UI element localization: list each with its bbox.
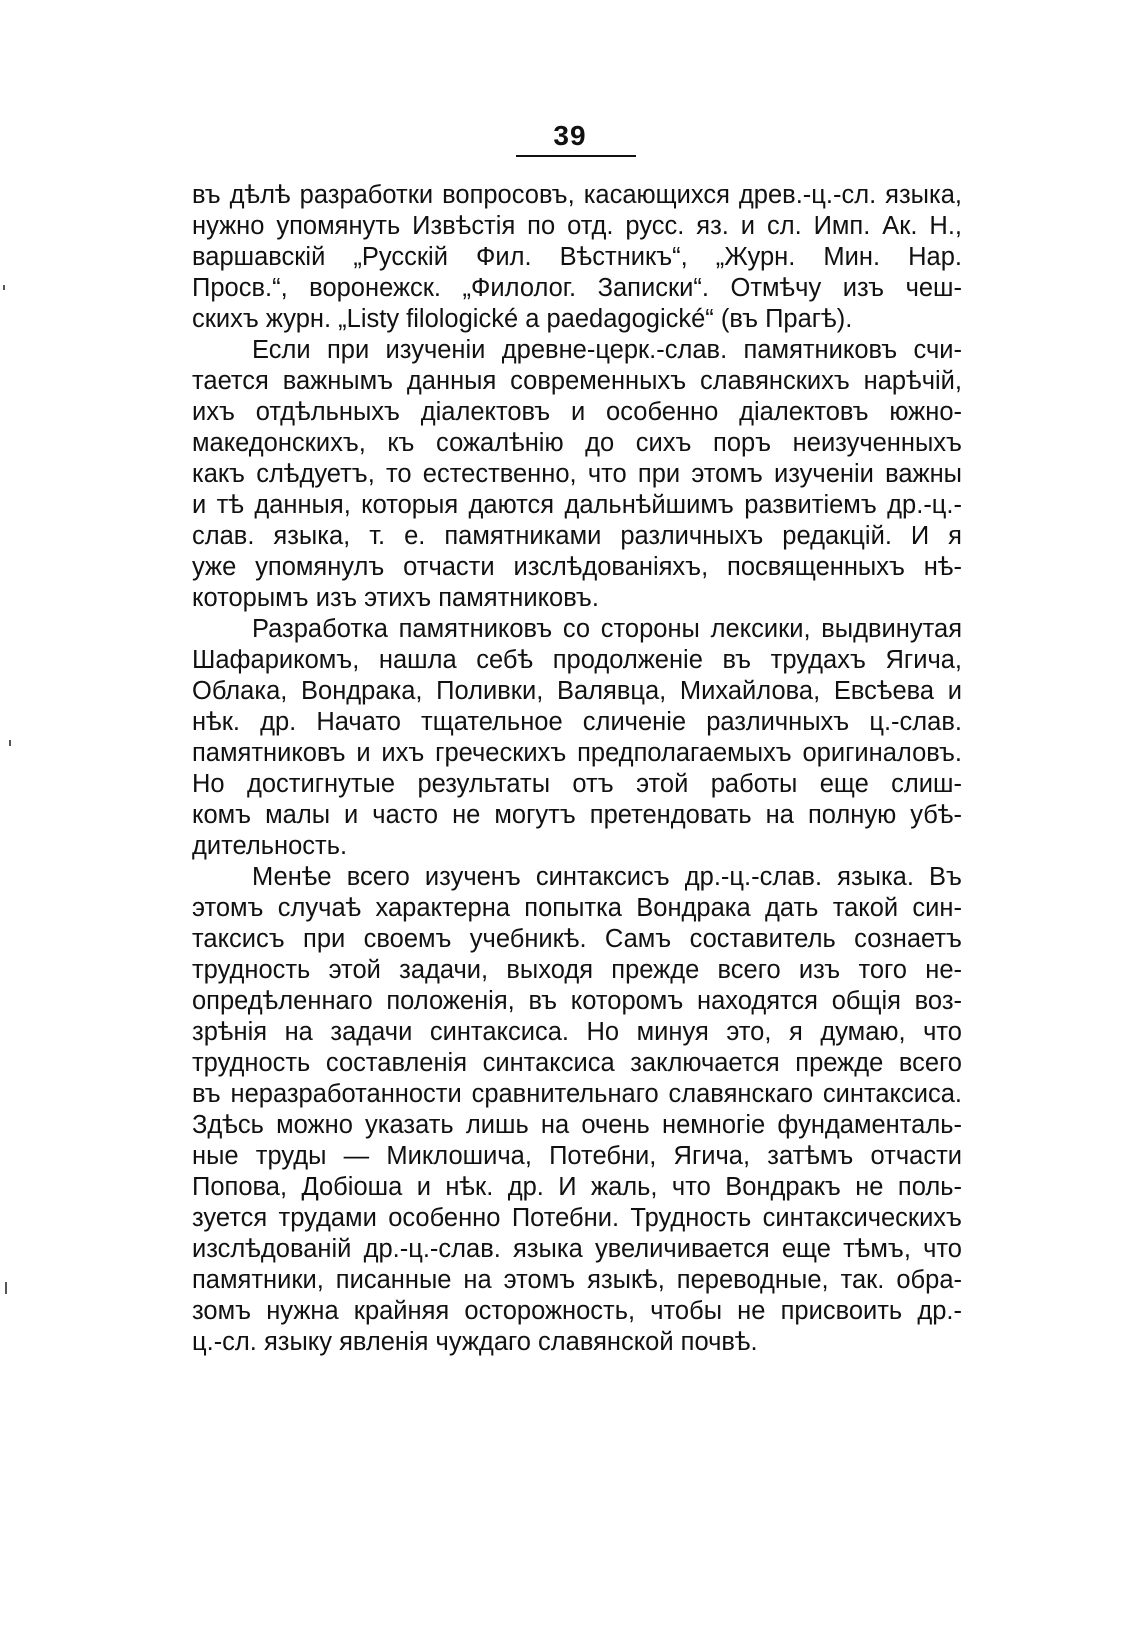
text-line: македонскихъ, къ сожалѣнію до сихъ поръ неизученныхъ xyxy=(192,429,962,457)
text-line: Но достигнутые результаты отъ этой работы еще слиш- xyxy=(192,770,962,798)
text-line: Менѣе всего изученъ синтаксисъ др.-ц.-слав. языка. Въ xyxy=(252,863,962,891)
text-line: памятники, писанные на этомъ языкѣ, переводные, так. обра- xyxy=(192,1266,962,1294)
text-line: комъ малы и часто не могутъ претендовать на полную убѣ- xyxy=(192,801,962,829)
text-line: ц.-сл. языку явленія чуждаго славянской почвѣ. xyxy=(192,1328,758,1356)
text-line: Облака, Вондрака, Поливки, Валявца, Михайлова, Евсѣева и xyxy=(192,677,962,705)
text-line: и тѣ данныя, которыя даются дальнѣйшимъ развитіемъ др.-ц.- xyxy=(192,491,962,519)
text-line: Шафарикомъ, нашла себѣ продолженіе въ трудахъ Ягича, xyxy=(192,646,962,674)
text-line: опредѣленнаго положенія, въ которомъ находятся общія воз- xyxy=(192,987,962,1015)
body-text xyxy=(192,180,962,1358)
text-line: ихъ отдѣльныхъ діалектовъ и особенно діалектовъ южно- xyxy=(192,398,962,426)
text-line: какъ слѣдуетъ, то естественно, что при этомъ изученіи важны xyxy=(192,460,962,488)
text-line: въ неразработанности сравнительнаго славянскаго синтаксиса. xyxy=(192,1080,962,1108)
text-line: трудность составленія синтаксиса заключается прежде всего xyxy=(192,1049,962,1077)
text-line: таксисъ при своемъ учебникѣ. Самъ составитель сознаетъ xyxy=(192,925,962,953)
text-line: которымъ изъ этихъ памятниковъ. xyxy=(192,584,599,612)
text-line: Разработка памятниковъ со стороны лексики, выдвинутая xyxy=(252,615,962,643)
text-line: варшавскій „Русскій Фил. Вѣстникъ“, „Журн. Мин. Нар. xyxy=(192,243,962,271)
text-line: скихъ журн. „Listy filologické a paedagogické“ (въ Прагѣ). xyxy=(192,305,853,333)
text-line: Здѣсь можно указать лишь на очень немногіе фундаменталь- xyxy=(192,1111,962,1139)
page-number: 39 xyxy=(553,120,587,151)
page-number-rule xyxy=(516,155,636,157)
text-line: этомъ случаѣ характерна попытка Вондрака дать такой син- xyxy=(192,894,962,922)
text-line: зуется трудами особенно Потебни. Трудность синтаксическихъ xyxy=(192,1204,962,1232)
text-line: изслѣдованій др.-ц.-слав. языка увеличивается еще тѣмъ, что xyxy=(192,1235,962,1263)
text-line: тается важнымъ данныя современныхъ славянскихъ нарѣчій, xyxy=(192,367,962,395)
text-line: трудность этой задачи, выходя прежде всего изъ того не- xyxy=(192,956,962,984)
text-line: нужно упомянуть Извѣстія по отд. русс. яз. и сл. Имп. Ак. Н., xyxy=(192,212,962,240)
text-line: въ дѣлѣ разработки вопросовъ, касающихся древ.-ц.-сл. языка, xyxy=(192,181,962,209)
text-line: ные труды — Миклошича, Потебни, Ягича, затѣмъ отчасти xyxy=(192,1142,962,1170)
text-line: дительность. xyxy=(192,832,348,860)
text-line: зомъ нужна крайняя осторожность, чтобы не присвоить др.- xyxy=(192,1297,962,1325)
margin-mark xyxy=(9,740,11,746)
text-line: Просв.“, воронежск. „Филолог. Записки“. Отмѣчу изъ чеш- xyxy=(192,274,962,302)
margin-mark xyxy=(5,1282,7,1294)
text-line: уже упомянулъ отчасти изслѣдованіяхъ, посвященныхъ нѣ- xyxy=(192,553,962,581)
text-line: памятниковъ и ихъ греческихъ предполагаемыхъ оригиналовъ. xyxy=(192,739,962,767)
text-line: Попова, Добіоша и нѣк. др. И жаль, что Вондракъ не поль- xyxy=(192,1173,962,1201)
text-line: зрѣнія на задачи синтаксиса. Но минуя это, я думаю, что xyxy=(192,1018,962,1046)
margin-mark xyxy=(3,285,5,290)
text-line: слав. языка, т. е. памятниками различныхъ редакцій. И я xyxy=(192,522,962,550)
text-line: нѣк. др. Начато тщательное сличеніе различныхъ ц.-слав. xyxy=(192,708,962,736)
text-line: Если при изученіи древне-церк.-слав. памятниковъ счи- xyxy=(252,336,962,364)
